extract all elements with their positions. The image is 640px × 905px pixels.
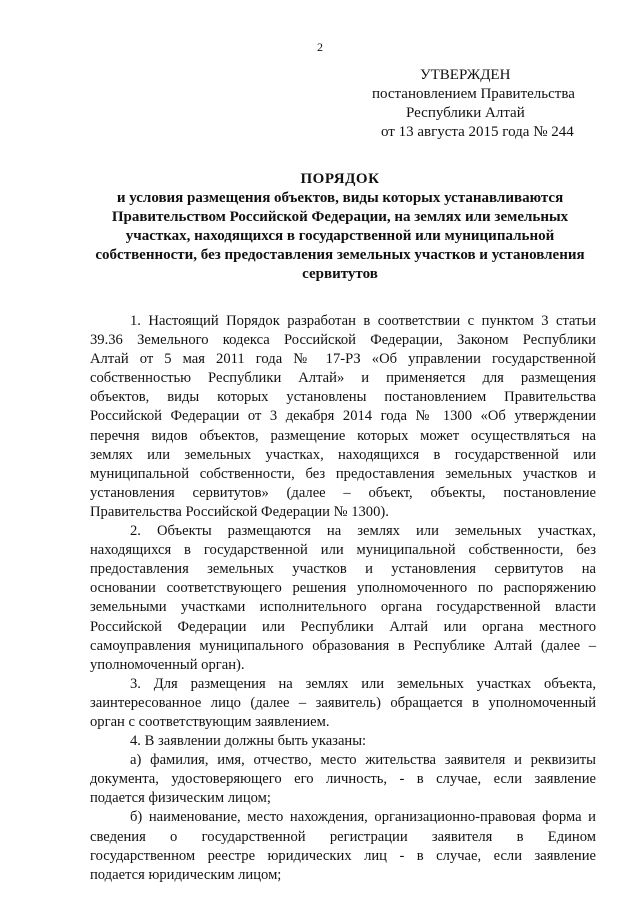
approval-line: УТВЕРЖДЕН	[420, 67, 511, 83]
text-line: подается юридическим лицом;	[90, 866, 282, 883]
text-line: Российской Федерации от 3 декабря 2014 года № 1300 «Об утверждении	[90, 408, 596, 425]
text-line: документа, удостоверяющего его личность, - в случае, если заявление	[90, 771, 596, 788]
text-line: Правительства Российской Федерации № 1300).	[90, 503, 389, 520]
paragraph	[90, 808, 596, 884]
text-line: находящихся в государственной или муниципальной собственности, без	[90, 542, 596, 559]
text-line: б) наименование, место нахождения, организационно-правовая форма и	[130, 809, 596, 826]
text-line: Алтай от 5 мая 2011 года № 17-РЗ «Об управлении государственной	[90, 351, 596, 368]
text-line: заинтересованное лицо (далее – заявитель) обращается в уполномоченный	[90, 694, 596, 711]
text-line: муниципальной собственности, без предоставления земельных участков и	[90, 465, 596, 482]
text-line: орган с соответствующим заявлением.	[90, 713, 330, 730]
approval-line: от 13 августа 2015 года № 244	[381, 124, 574, 140]
title-line: собственности, без предоставления земельных участков и установления	[95, 247, 585, 263]
text-line: 3. Для размещения на землях или земельных участках объекта,	[130, 675, 596, 692]
page-number: 2	[317, 40, 323, 54]
text-line: предоставления земельных участков и установления сервитутов на	[90, 561, 596, 578]
title-line: Правительством Российской Федерации, на землях или земельных	[111, 209, 569, 225]
text-line: 39.36 Земельного кодекса Российской Федерации, Законом Республики	[90, 332, 596, 349]
text-line: сведения о государственной регистрации заявителя в Едином	[90, 828, 596, 845]
paragraph	[90, 751, 596, 808]
paragraph	[90, 522, 596, 675]
text-line: самоуправления муниципального образования в Республике Алтай (далее –	[90, 637, 596, 654]
text-line: Российской Федерации или Республики Алтай или органа местного	[90, 618, 596, 635]
approval-line: Республики Алтай	[406, 105, 525, 121]
text-line: а) фамилия, имя, отчество, место жительства заявителя и реквизиты	[130, 752, 596, 769]
text-line: земельными участками исполнительного органа государственной власти	[90, 599, 596, 616]
approval-line: постановлением Правительства	[372, 86, 575, 102]
text-line: государственном реестре юридических лиц - в случае, если заявление	[90, 847, 596, 864]
body-text	[90, 312, 596, 885]
paragraph	[90, 312, 596, 522]
text-line: собственностью Республики Алтай» и применяется для размещения	[90, 370, 596, 387]
paragraph	[90, 732, 596, 751]
text-line: 2. Объекты размещаются на землях или земельных участках,	[130, 523, 596, 540]
text-line: землях или земельных участках, находящихся в государственной или	[90, 446, 596, 463]
document-title	[90, 170, 590, 284]
text-line: уполномоченный орган).	[90, 656, 245, 673]
paragraph	[90, 675, 596, 732]
text-line: 1. Настоящий Порядок разработан в соответствии с пунктом 3 статьи	[130, 313, 596, 329]
title-line: сервитутов	[302, 266, 378, 282]
text-line: объектов, виды которых установлены постановлением Правительства	[90, 389, 596, 406]
title-lines	[90, 189, 590, 284]
title-line: участках, находящихся в государственной или муниципальной	[125, 228, 555, 244]
text-line: 4. В заявлении должны быть указаны:	[130, 733, 367, 750]
text-line: перечня видов объектов, размещение которых может осуществляться на	[90, 427, 596, 444]
approval-stamp	[372, 66, 584, 142]
title-heading: ПОРЯДОК	[300, 171, 380, 187]
text-line: основании соответствующего решения уполномоченного по распоряжению	[90, 580, 596, 597]
text-line: подается физическим лицом;	[90, 790, 271, 807]
title-line: и условия размещения объектов, виды которых устанавливаются	[116, 190, 564, 206]
text-line: установления сервитутов» (далее – объект, объекты, постановление	[90, 484, 596, 501]
